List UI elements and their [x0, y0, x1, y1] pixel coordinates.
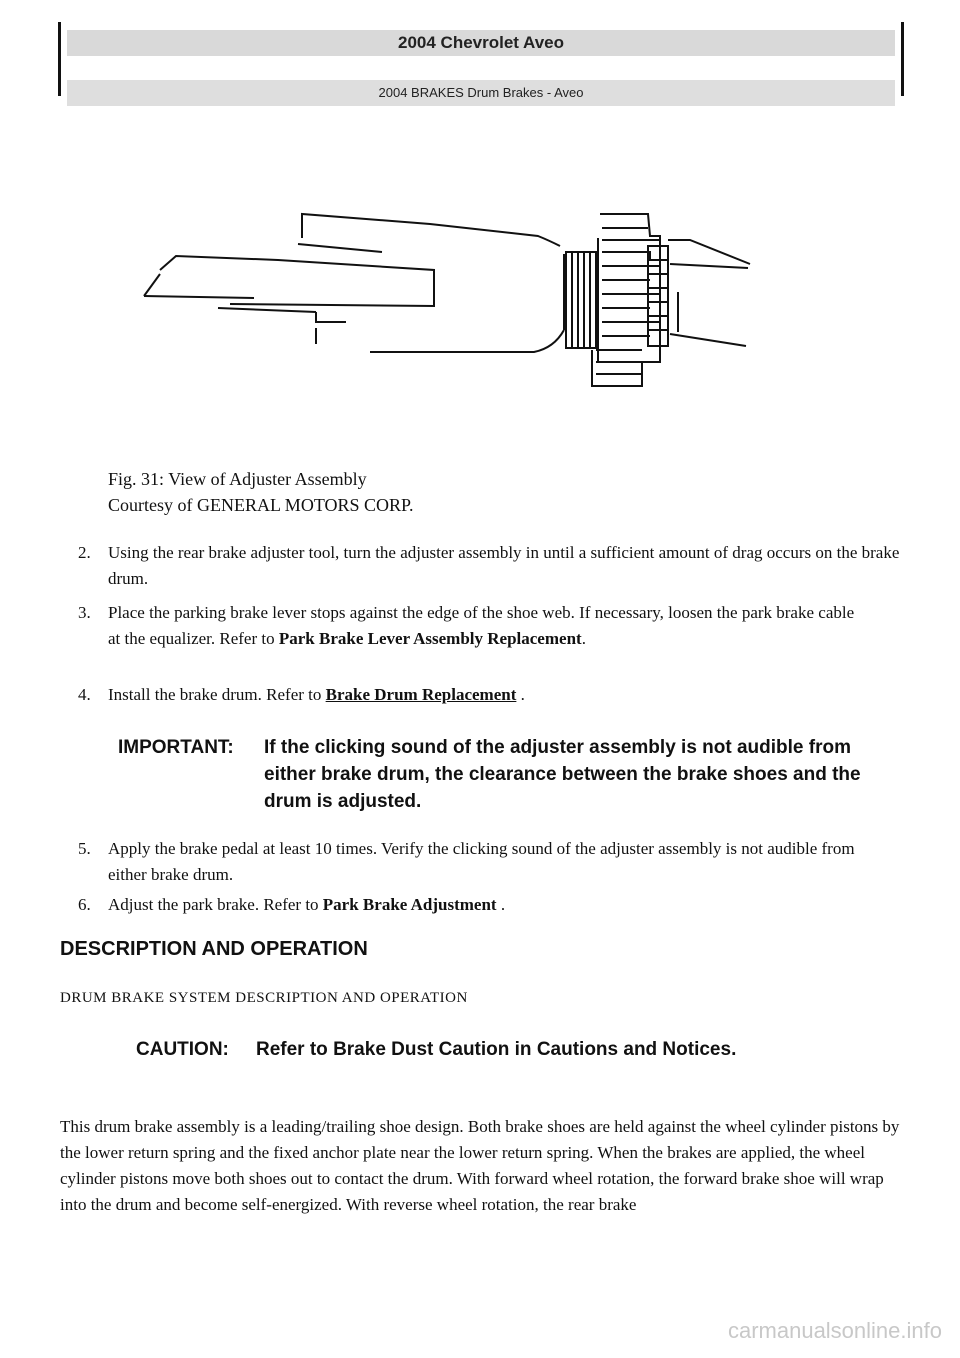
- body-paragraph: This drum brake assembly is a leading/trailing shoe design. Both brake shoes are held against the wheel cylinder pistons by the lower return spring and the fixed anchor plate near the lower return spring. When the brakes are applied, the wheel cylinder pistons move both shoes out to contact the drum. With forward wheel rotation, the forward brake shoe will wrap into the drum and become self-energized. With reverse wheel rotation, the rear brake: [60, 1117, 900, 1214]
- step-number: 6.: [78, 895, 91, 914]
- step-text-lead: Adjust the park brake. Refer to: [108, 895, 323, 914]
- caution-notice: [136, 1036, 776, 1094]
- step-text: Using the rear brake adjuster tool, turn the adjuster assembly in until a sufficient amount of drag occurs on the brake drum.: [108, 543, 900, 588]
- step-6: [78, 892, 908, 918]
- adjuster-assembly-illustration: [130, 200, 770, 400]
- caution-label: CAUTION:: [136, 1039, 229, 1060]
- step-text: [108, 600, 868, 652]
- important-notice: [118, 734, 898, 818]
- step-number: 4.: [78, 685, 91, 704]
- step-number: 2.: [78, 543, 91, 562]
- step-text-lead: Install the brake drum. Refer to: [108, 685, 326, 704]
- figure-caption: [108, 466, 414, 518]
- figure-caption-credit: Courtesy of GENERAL MOTORS CORP.: [108, 495, 414, 515]
- step-3: [78, 600, 868, 652]
- step-text-tail: .: [496, 895, 506, 914]
- step-4: [78, 682, 908, 708]
- step-2: [78, 540, 908, 592]
- document-title: 2004 Chevrolet Aveo: [67, 30, 895, 56]
- important-message: If the clicking sound of the adjuster assembly is not audible from either brake drum, the clearance between the brake shoes and the drum is adjusted.: [264, 737, 861, 812]
- step-text: [108, 892, 908, 918]
- brake-drum-replacement-link[interactable]: Brake Drum Replacement: [325, 685, 517, 704]
- step-text: Apply the brake pedal at least 10 times. Verify the clicking sound of the adjuster assembly is not audible from either brake drum.: [108, 839, 855, 884]
- step-number: 5.: [78, 839, 91, 858]
- site-watermark: carmanualsonline.info: [727, 1318, 942, 1343]
- caution-message: Refer to Brake Dust Caution in Cautions and Notices.: [256, 1039, 737, 1060]
- section-subheading: DRUM BRAKE SYSTEM DESCRIPTION AND OPERATION: [60, 990, 468, 1006]
- important-label: IMPORTANT:: [118, 737, 234, 758]
- step-text-tail: .: [516, 685, 525, 704]
- section-heading: DESCRIPTION AND OPERATION: [60, 938, 368, 960]
- document-subtitle: 2004 BRAKES Drum Brakes - Aveo: [67, 80, 895, 106]
- step-5: [78, 836, 868, 888]
- park-brake-adjustment-link[interactable]: Park Brake Adjustment: [322, 895, 497, 914]
- park-brake-lever-assembly-replacement-link[interactable]: Park Brake Lever Assembly Replacement: [278, 629, 582, 648]
- step-text-tail: .: [581, 629, 586, 648]
- step-number: 3.: [78, 603, 91, 622]
- figure-caption-title: Fig. 31: View of Adjuster Assembly: [108, 469, 367, 489]
- step-text: [108, 682, 908, 708]
- page-header: [58, 22, 904, 100]
- step-text-lead: Place the parking brake lever stops against the edge of the shoe web. If necessary, loosen the park brake cable at the equalizer. Refer to: [108, 603, 855, 648]
